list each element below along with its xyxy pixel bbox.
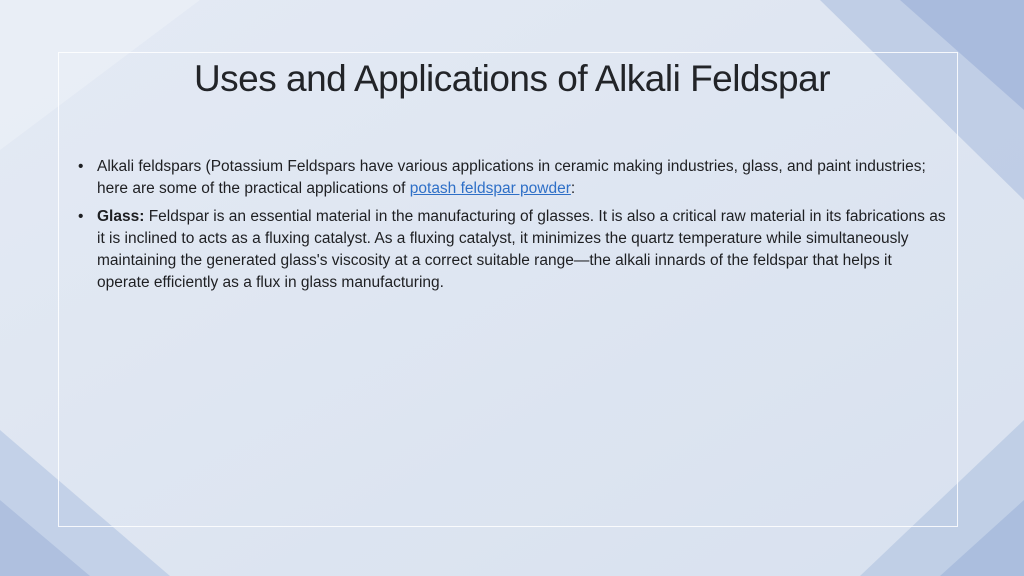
bullet-item-glass (78, 206, 948, 294)
bullet-list (78, 156, 948, 300)
glass-text: Feldspar is an essential material in the manufacturing of glasses. It is also a critical raw material in its fabrications as it is inclined to acts as a fluxing catalyst. As a fluxing catalyst, it minimizes the quartz temperature while simultaneously maintaining the generated glass's viscosity at a correct suitable range—the alkali innards of the feldspar that helps it operate efficiently as a flux in glass manufacturing. (97, 208, 946, 291)
intro-text-end: : (570, 180, 576, 197)
bullet-marker: • (78, 158, 84, 175)
bullet-item-intro (78, 156, 948, 200)
potash-feldspar-link[interactable]: potash feldspar powder (409, 180, 571, 197)
bullet-marker: • (78, 208, 84, 225)
slide-title: Uses and Applications of Alkali Feldspar (193, 58, 831, 99)
glass-heading: Glass: (97, 208, 145, 225)
intro-text: Alkali feldspars (Potassium Feldspars have various applications in ceramic making industries, glass, and paint industries; here are some of the practical applications of (97, 158, 926, 197)
